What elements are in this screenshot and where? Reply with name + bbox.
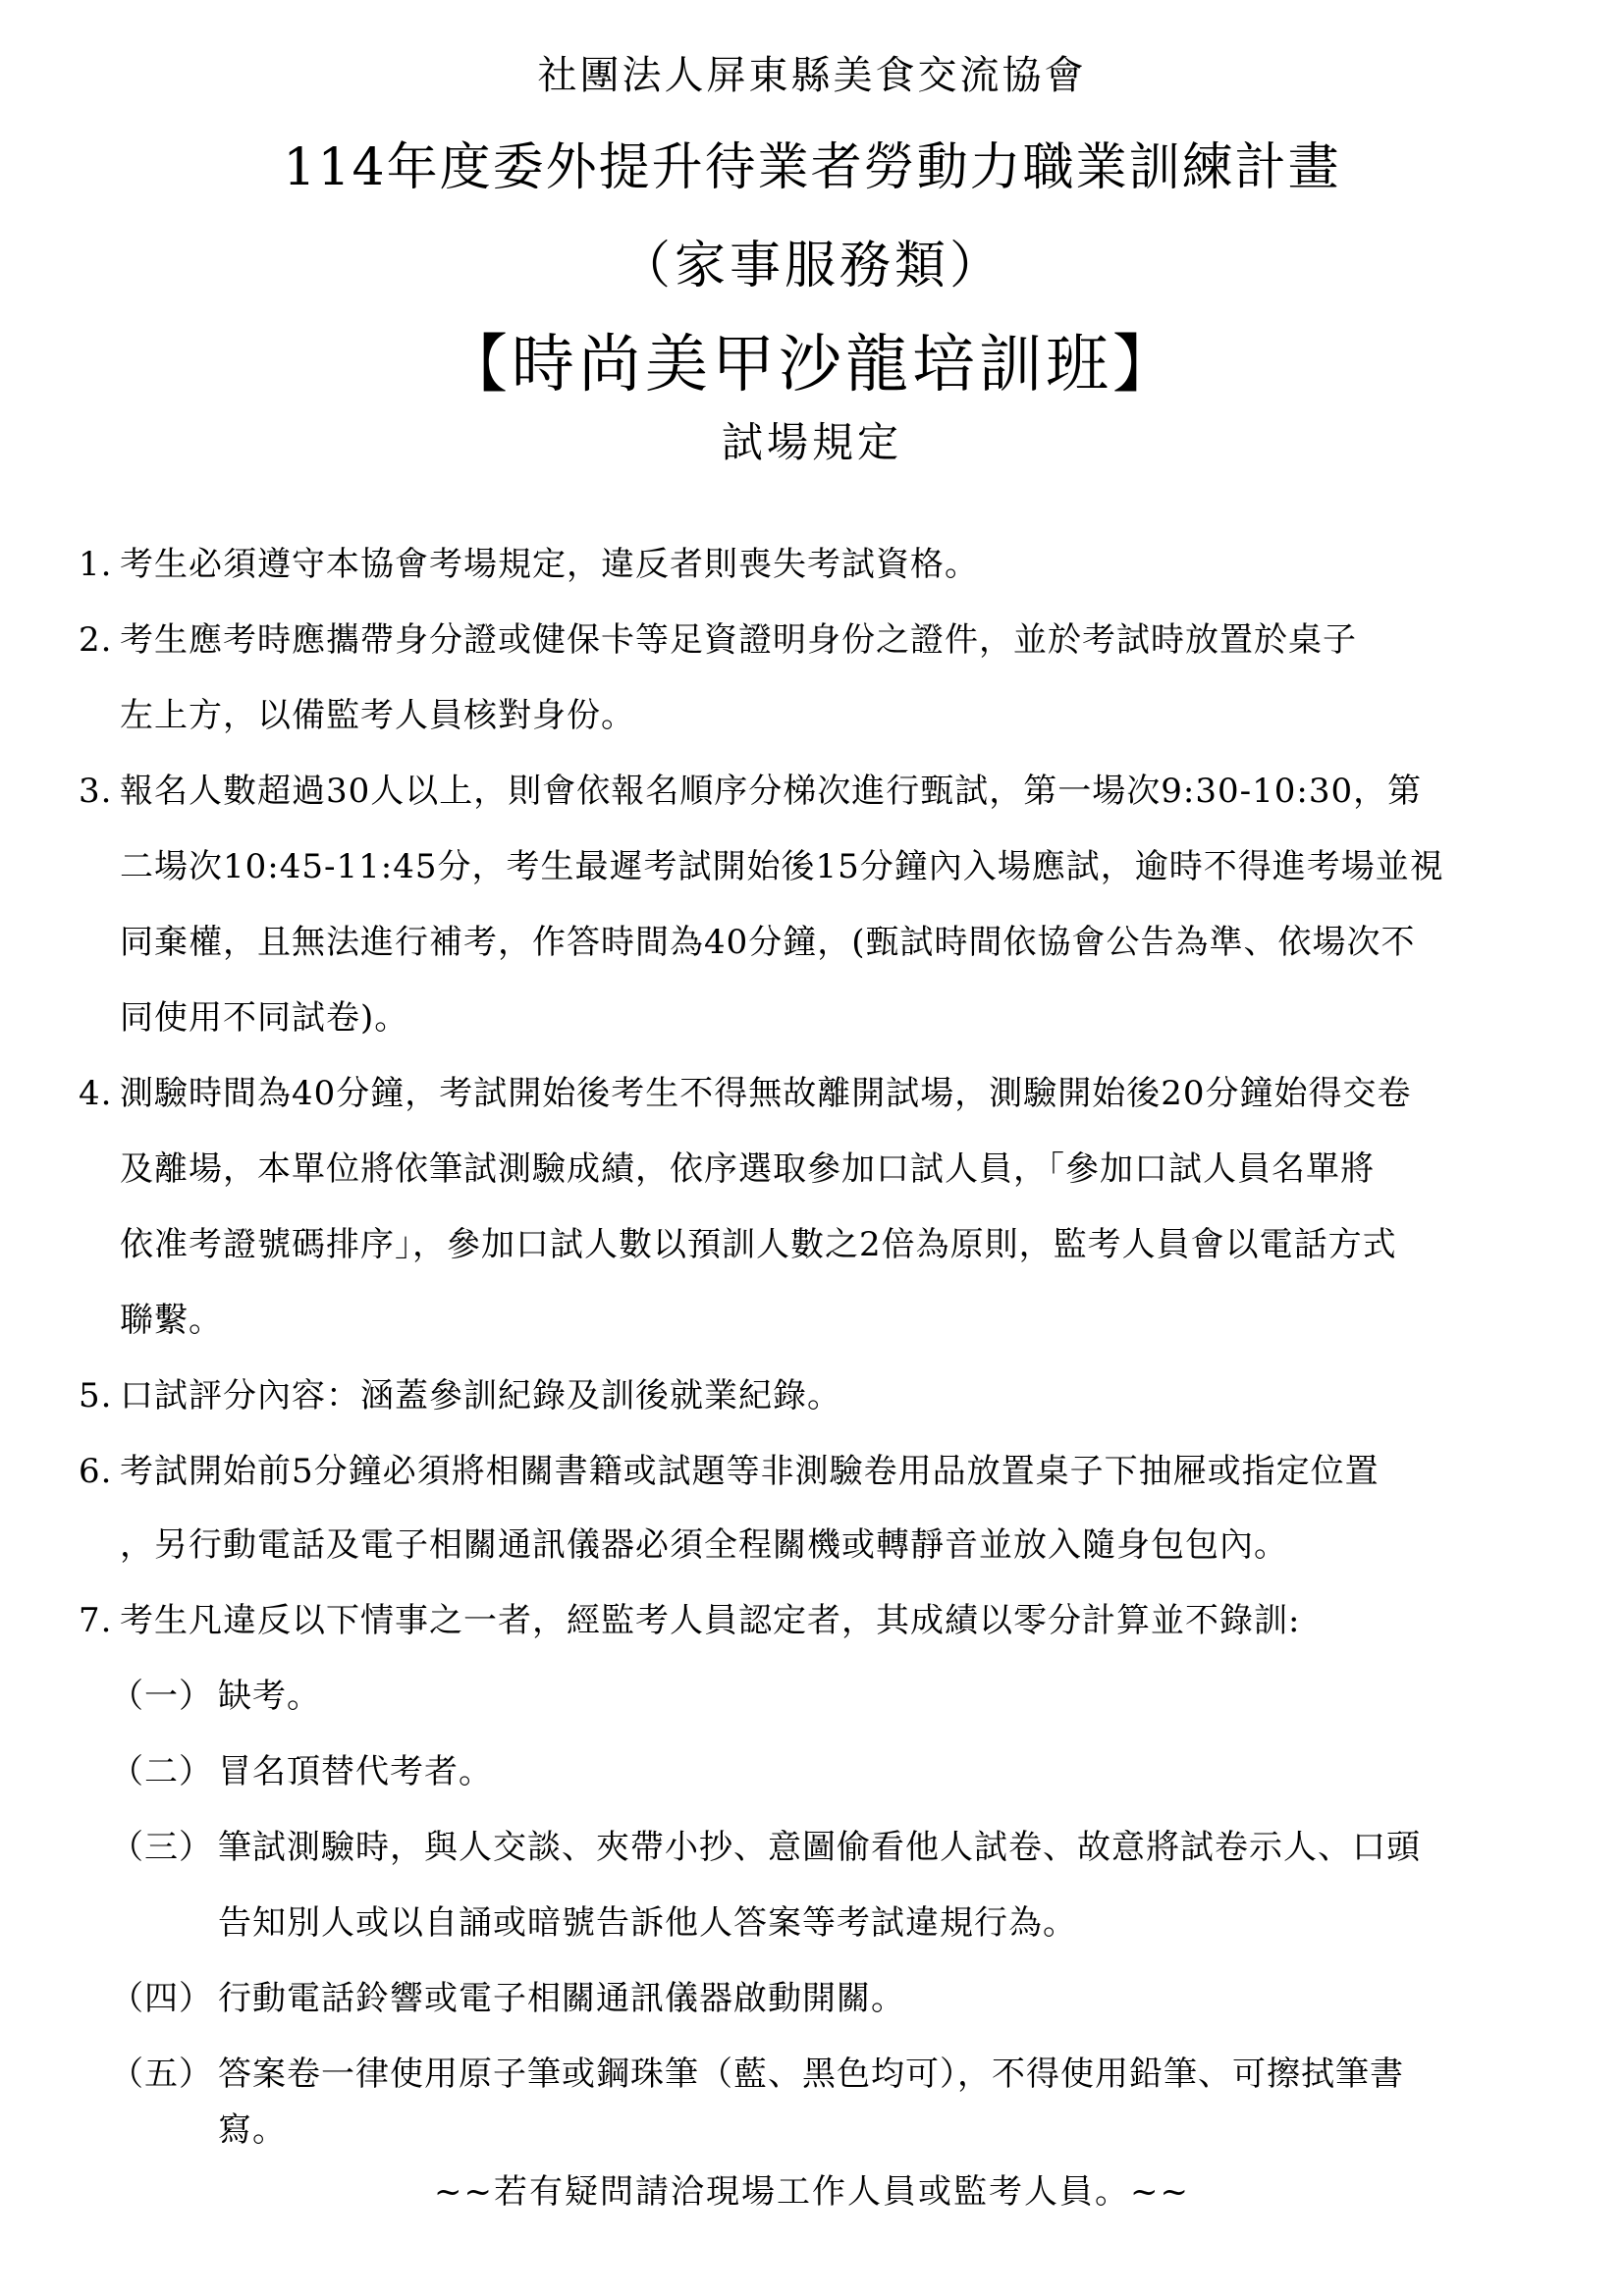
rule-text: 報名人數超過30人以上，則會依報名順序分梯次進行甄試，第一場次9:30-10:30，第	[120, 772, 1423, 811]
rule-number: 6.	[79, 1452, 113, 1491]
rule-number: 3.	[79, 772, 113, 811]
rule-text: 依准考證號碼排序」，參加口試人數以預訓人數之2倍為原則，監考人員會以電話方式	[120, 1225, 1397, 1264]
rule-text: 考試開始前5分鐘必須將相關書籍或試題等非測驗卷用品放置桌子下抽屜或指定位置	[120, 1452, 1380, 1491]
plan-title: 114年度委外提升待業者勞動力職業訓練計畫	[283, 138, 1341, 197]
rule-text: ，另行動電話及電子相關通訊儀器必須全程關機或轉靜音並放入隨身包包內。	[120, 1525, 1288, 1565]
sub-item-text: 缺考。	[218, 1677, 321, 1716]
course-title: 【時尚美甲沙龍培訓班】	[445, 329, 1179, 401]
sub-item-text: 告知別人或以自誦或暗號告訴他人答案等考試違規行為。	[218, 1903, 1077, 1943]
document-title: 試場規定	[721, 418, 902, 466]
sub-item-text: 寫。	[218, 2110, 287, 2150]
rule-text: 同使用不同試卷)。	[120, 998, 409, 1038]
rule-text: 二場次10:45-11:45分，考生最遲考試開始後15分鐘內入場應試，逾時不得進考場並視	[120, 847, 1444, 886]
rule-number: 7.	[79, 1601, 113, 1640]
rule-number: 5.	[79, 1376, 113, 1415]
rule-text: 考生必須遵守本協會考場規定，違反者則喪失考試資格。	[120, 545, 979, 584]
sub-item-text: 冒名頂替代考者。	[218, 1752, 493, 1791]
sub-item-text: 行動電話鈴響或電子相關通訊儀器啟動開關。	[218, 1979, 905, 2018]
sub-item-mark: （五）	[110, 2055, 213, 2094]
rule-text: 考生凡違反以下情事之一者，經監考人員認定者，其成績以零分計算並不錄訓:	[120, 1601, 1301, 1640]
rule-number: 2.	[79, 620, 113, 660]
organization-name: 社團法人屏東縣美食交流協會	[537, 53, 1087, 98]
rule-text: 同棄權，且無法進行補考，作答時間為40分鐘，(甄試時間依協會公告為準、依場次不	[120, 923, 1416, 962]
rule-text: 左上方，以備監考人員核對身份。	[120, 696, 635, 735]
rule-text: 口試評分內容：涵蓋參訓紀錄及訓後就業紀錄。	[120, 1376, 841, 1415]
sub-item-text: 答案卷一律使用原子筆或鋼珠筆（藍、黑色均可），不得使用鉛筆、可擦拭筆書	[218, 2055, 1404, 2094]
sub-item-mark: （三）	[110, 1828, 213, 1867]
category-label: （家事服務類）	[619, 237, 1004, 295]
rule-text: 及離場，本單位將依筆試測驗成績，依序選取參加口試人員，「參加口試人員名單將	[120, 1149, 1375, 1189]
sub-item-mark: （一）	[110, 1677, 213, 1716]
footer-note: ~~若有疑問請洽現場工作人員或監考人員。~~	[434, 2172, 1190, 2212]
sub-item-mark: （二）	[110, 1752, 213, 1791]
rule-number: 1.	[79, 545, 113, 584]
rule-text: 考生應考時應攜帶身分證或健保卡等足資證明身份之證件，並於考試時放置於桌子	[120, 620, 1357, 660]
sub-item-text: 筆試測驗時，與人交談、夾帶小抄、意圖偷看他人試卷、故意將試卷示人、口頭	[218, 1828, 1421, 1867]
rule-number: 4.	[79, 1074, 113, 1113]
rule-text: 聯繫。	[120, 1301, 223, 1340]
sub-item-mark: （四）	[110, 1979, 213, 2018]
rule-text: 測驗時間為40分鐘，考試開始後考生不得無故離開試場，測驗開始後20分鐘始得交卷	[120, 1074, 1412, 1113]
